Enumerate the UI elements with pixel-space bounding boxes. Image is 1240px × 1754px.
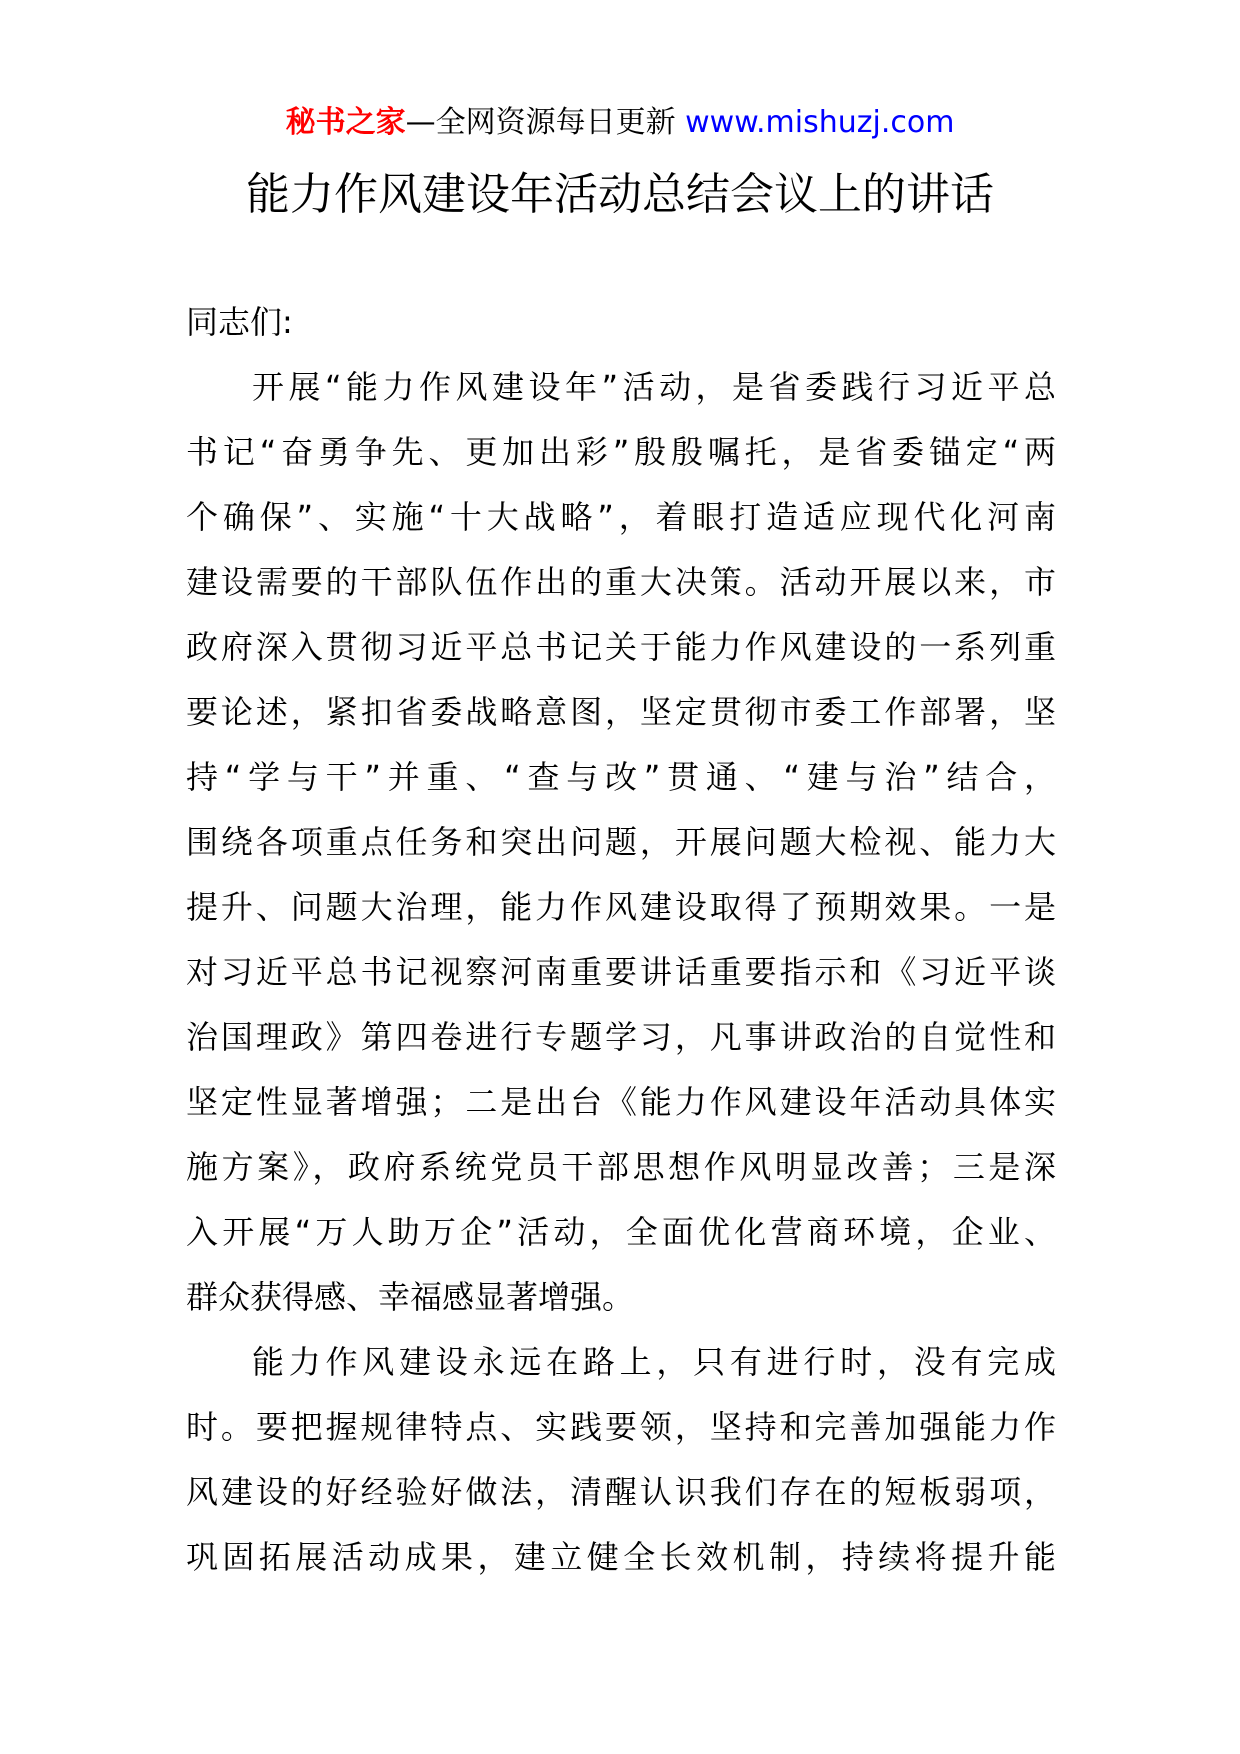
paragraph-line: 要论述，紧扣省委战略意图，坚定贯彻市委工作部署，坚 bbox=[186, 693, 1056, 731]
site-url-link[interactable]: www.mishuzj.com bbox=[685, 105, 955, 140]
paragraph-line: 开展“能力作风建设年”活动，是省委践行习近平总 bbox=[252, 368, 1056, 406]
paragraph-line: 风建设的好经验好做法，清醒认识我们存在的短板弱项， bbox=[186, 1473, 1056, 1511]
paragraph-line: 个确保”、实施“十大战略”，着眼打造适应现代化河南 bbox=[186, 498, 1056, 536]
paragraph-line: 施方案》，政府系统党员干部思想作风明显改善；三是深 bbox=[186, 1148, 1056, 1186]
header-tagline: —全网资源每日更新 bbox=[405, 105, 676, 140]
paragraph-line: 对习近平总书记视察河南重要讲话重要指示和《习近平谈 bbox=[186, 953, 1056, 991]
paragraph-line: 政府深入贯彻习近平总书记关于能力作风建设的一系列重 bbox=[186, 628, 1056, 666]
paragraph-line: 群众获得感、幸福感显著增强。 bbox=[186, 1278, 635, 1316]
document-body bbox=[186, 290, 1056, 1590]
brand-name: 秘书之家 bbox=[285, 105, 406, 140]
paragraph-line: 提升、问题大治理，能力作风建设取得了预期效果。一是 bbox=[186, 888, 1056, 926]
paragraph-line: 持“学与干”并重、“查与改”贯通、“建与治”结合， bbox=[186, 758, 1056, 796]
paragraph-1 bbox=[186, 355, 1056, 1330]
paragraph-line: 治国理政》第四卷进行专题学习，凡事讲政治的自觉性和 bbox=[186, 1018, 1056, 1056]
paragraph-line: 入开展“万人助万企”活动，全面优化营商环境，企业、 bbox=[186, 1213, 1056, 1251]
paragraph-line: 书记“奋勇争先、更加出彩”殷殷嘱托，是省委锚定“两 bbox=[186, 433, 1056, 471]
document-title: 能力作风建设年活动总结会议上的讲话 bbox=[246, 169, 994, 220]
paragraph-2 bbox=[186, 1330, 1056, 1590]
paragraph-line: 巩固拓展活动成果，建立健全长效机制，持续将提升能 bbox=[186, 1538, 1056, 1576]
paragraph-line: 坚定性显著增强；二是出台《能力作风建设年活动具体实 bbox=[186, 1083, 1056, 1121]
paragraph-line: 能力作风建设永远在路上，只有进行时，没有完成 bbox=[252, 1343, 1056, 1381]
salutation: 同志们: bbox=[186, 303, 293, 341]
site-header bbox=[0, 103, 1240, 143]
paragraph-line: 围绕各项重点任务和突出问题，开展问题大检视、能力大 bbox=[186, 823, 1056, 861]
paragraph-line: 建设需要的干部队伍作出的重大决策。活动开展以来，市 bbox=[186, 563, 1056, 601]
paragraph-line: 时。要把握规律特点、实践要领，坚持和完善加强能力作 bbox=[186, 1408, 1056, 1446]
